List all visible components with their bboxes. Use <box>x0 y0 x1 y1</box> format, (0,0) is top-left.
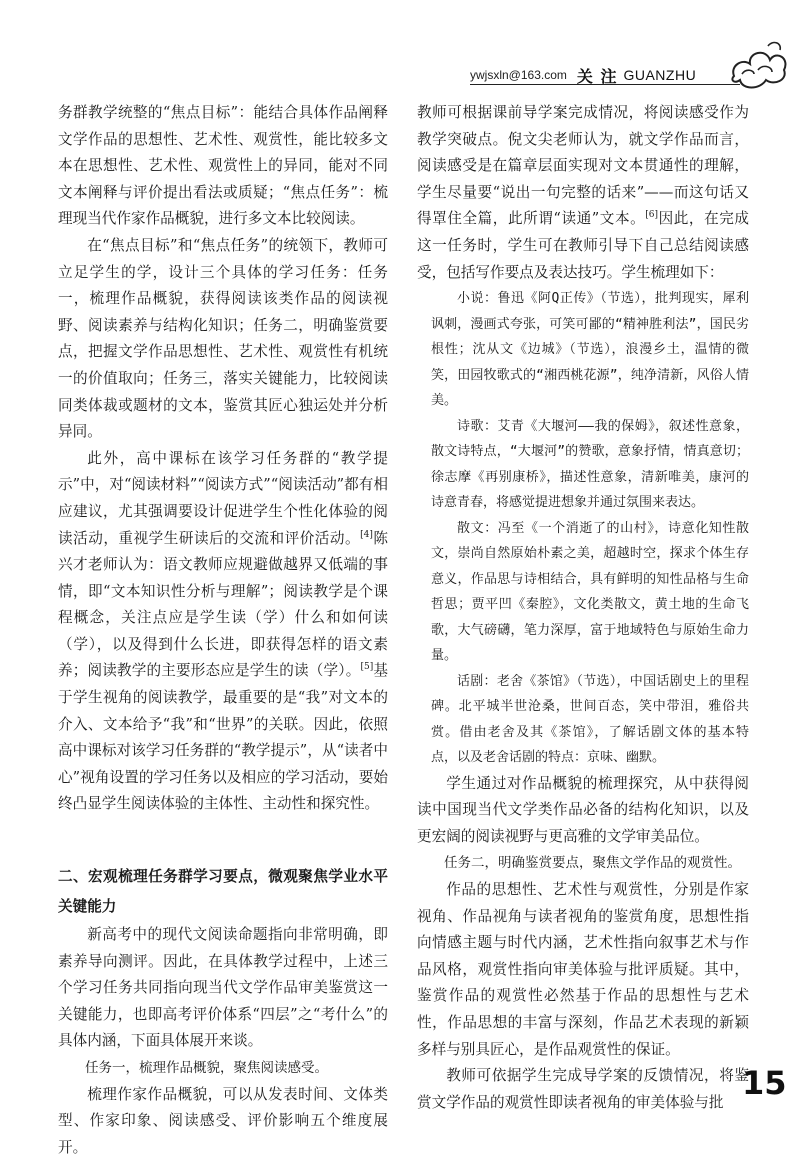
column-name: 关 注 <box>576 66 618 86</box>
student-summary-block <box>417 286 749 771</box>
page-number: 15 <box>742 1064 787 1102</box>
paragraph-text: 基于学生视角的阅读教学，最重要的是“我”对文本的介入、文本给予“我”和“世界”的关联。因此，依照高中课标对该学习任务群的“教学提示”，从“读者中心”视角设置的学习任务以及相应的学习活动，要始终凸显学生阅读体验的主体性、主动性和探究性。 <box>58 662 388 813</box>
summary-poetry: 诗歌：艾青《大堰河——我的保姆》，叙述性意象，散文诗特点，“大堰河”的赞歌，意象抒情，情真意切；徐志摩《再别康桥》，描述性意象，清新唯美，康河的诗意青春，将感觉提进想象并通过氛围来表达。 <box>431 418 749 511</box>
decorative-cloud-logo-icon <box>728 36 790 94</box>
citation-ref: [6] <box>645 210 659 221</box>
left-column <box>58 100 388 1161</box>
paragraph <box>417 100 749 286</box>
paragraph: 教师可依据学生完成导学案的反馈情况，将鉴赏文学作品的观赏性即读者视角的审美体验与批 <box>417 1067 749 1111</box>
paragraph: 梳理作家作品概貌，可以从发表时间、文体类型、作家印象、阅读感受、评价影响五个维度展开。 <box>58 1085 388 1156</box>
column-pinyin: GUANZHU <box>623 67 697 83</box>
paragraph-text: 陈兴才老师认为：语文教师应规避做越界又低端的事情，即“文本知识性分析与理解”；阅读教学是个课程概念，关注点应是学生读（学）什么和如何读（学），以及得到什么长进，即获得怎样的语文素养；阅读教学的主要形态应是学生的读（学）。 <box>58 529 388 680</box>
task-heading: 任务二，明确鉴赏要点，聚焦文学作品的观赏性。 <box>444 855 741 872</box>
task-heading: 任务一，梳理作品概貌，聚焦阅读感受。 <box>85 1060 328 1076</box>
summary-novel: 小说：鲁迅《阿Q正传》（节选），批判现实，犀利讽刺，漫画式夸张，可笑可鄙的“精神胜利法”，国民劣根性；沈从文《边城》（节选），浪漫乡土，温情的微笑，田园牧歌式的“湘西桃花源”，纯净清新，风俗人情美。 <box>431 291 749 409</box>
spacer <box>58 818 388 862</box>
right-column <box>417 100 749 1116</box>
paragraph: 务群教学统整的“焦点目标”：能结合具体作品阐释文学作品的思想性、艺术性、观赏性，能比较多文本在思想性、艺术性、观赏性上的异同，能对不同文本阐释与评价提出看法或质疑；“焦点任务”：梳理现当代作家作品概貌，进行多文本比较阅读。 <box>58 104 388 228</box>
paragraph: 学生通过对作品概貌的梳理探究，从中获得阅读中国现当代文学类作品必备的结构化知识，以及更宏阔的阅读视野与更高雅的文学审美品位。 <box>417 774 749 845</box>
page-header <box>470 58 770 92</box>
citation-ref: [5] <box>360 662 374 673</box>
paragraph-text: 此外，高中课标在该学习任务群的“教学提示”中，对“阅读材料”“阅读方式”“阅读活动”都有相应建议，尤其强调要设计促进学生个性化体验的阅读活动，重视学生研读后的交流和评价活动。 <box>58 449 388 547</box>
header-rule <box>470 84 740 85</box>
paragraph-text: 教师可根据课前导学案完成情况，将阅读感受作为教学突破点。倪文尖老师认为，就文学作品而言，阅读感受是在篇章层面实现对文本贯通性的理解，学生尽量要“说出一句完整的话来”——而这句话又得罩住全篇，此所谓“读通”文本。 <box>417 104 749 228</box>
paragraph <box>58 446 388 818</box>
paragraph: 新高考中的现代文阅读命题指向非常明确，即素养导向测评。因此，在具体教学过程中，上述三个学习任务共同指向现当代文学作品审美鉴赏这一关键能力，也即高考评价体系“四层”之“考什么”的具体内涵，下面具体展开来谈。 <box>58 926 388 1050</box>
paragraph-text: 因此，在完成这一任务时，学生可在教师引导下自己总结阅读感受，包括写作要点及表达技巧。学生梳理如下： <box>417 210 749 281</box>
paragraph: 在“焦点目标”和“焦点任务”的统领下，教师可立足学生的学，设计三个具体的学习任务：任务一，梳理作品概貌，获得阅读该类作品的阅读视野、阅读素养与结构化知识；任务二，明确鉴赏要点，把握文学作品思想性、艺术性、观赏性有机统一的价值取向；任务三，落实关键能力，比较阅读同类体裁或题材的文本，鉴赏其匠心独运处并分析异同。 <box>58 236 388 441</box>
section-heading: 二、宏观梳理任务群学习要点，微观聚焦学业水平关键能力 <box>58 868 388 916</box>
paragraph: 作品的思想性、艺术性与观赏性，分别是作家视角、作品视角与读者视角的鉴赏角度，思想性指向情感主题与时代内涵，艺术性指向叙事艺术与作品风格，观赏性指向审美体验与批评质疑。其中，鉴赏作品的观赏性必然基于作品的思想性与艺术性，作品思想的丰富与深刻，作品艺术表现的新颖多样与别具匠心，是作品观赏性的保证。 <box>417 881 749 1058</box>
citation-ref: [4] <box>360 529 373 540</box>
summary-prose: 散文：冯至《一个消逝了的山村》，诗意化知性散文，崇尚自然原始朴素之美，超越时空，探求个体生存意义，作品思与诗相结合，具有鲜明的知性品格与生命哲思；贾平凹《秦腔》，文化类散文，黄土地的生命飞歌，大气磅礴，笔力深厚，富于地域特色与原始生命力量。 <box>431 520 749 664</box>
summary-drama: 话剧：老舍《茶馆》（节选），中国话剧史上的里程碑。北平城半世沧桑，世间百态，笑中带泪，雅俗共赏。借由老舍及其《茶馆》，了解话剧文体的基本特点，以及老舍话剧的特点：京味、幽默。 <box>431 673 749 766</box>
contact-email: ywjsxln@163.com <box>470 68 567 82</box>
